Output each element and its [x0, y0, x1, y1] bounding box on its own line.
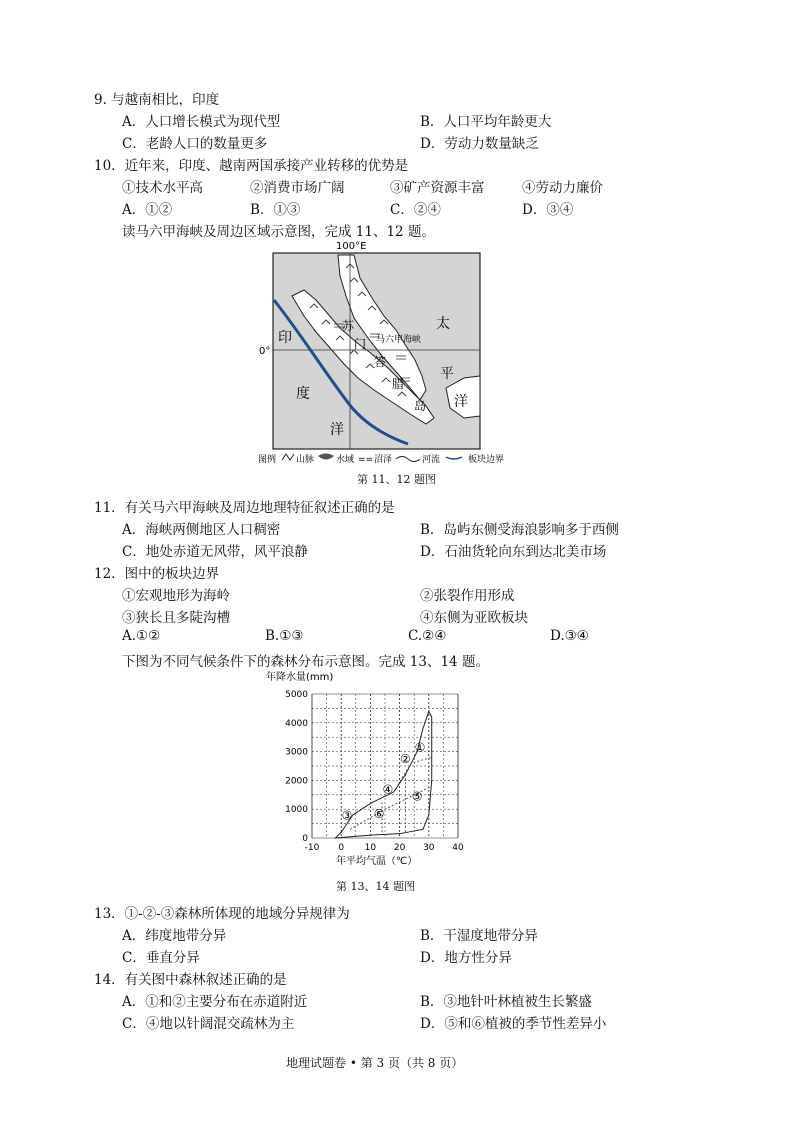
legend-water: 水域: [336, 455, 355, 465]
forest-chart: [262, 668, 482, 876]
map-legend: [258, 453, 504, 465]
region-label: ①: [414, 740, 426, 755]
legend-swamp: 沼泽: [374, 455, 393, 465]
label-yin: 印: [278, 330, 292, 346]
q14-option-b: B．③地针叶林植被生长繁盛: [420, 994, 592, 1010]
y-tick-label: 0: [302, 834, 308, 844]
q12-option-c: C.②④: [408, 628, 447, 644]
q14-option-c: C．④地以针阔混交疏林为主: [122, 1016, 295, 1032]
q13-option-d: D．地方性分异: [420, 950, 512, 966]
x-tick-label: -10: [304, 843, 320, 853]
q9-stem: 9. 与越南相比，印度: [94, 92, 220, 108]
legend-swamp-symbol: ==: [358, 455, 374, 465]
x-tick-label: 10: [364, 843, 377, 853]
q10-item-1: ①技术水平高: [122, 180, 203, 196]
legend-plate: 板块边界: [468, 455, 505, 465]
label-men: 门: [354, 337, 367, 351]
intro-chart: 下图为不同气候条件下的森林分布示意图。完成 13、14 题。: [122, 654, 489, 670]
q12-option-a: A.①②: [122, 628, 161, 644]
label-da: 答: [374, 355, 387, 369]
region-label: ②: [400, 752, 411, 767]
map-caption: 第 11、12 题图: [357, 473, 436, 486]
q12-item-1: ①宏观地形为海岭: [122, 588, 230, 604]
plate-legend-icon: [446, 457, 462, 459]
legend-mountain: 山脉: [296, 455, 315, 465]
region-label: ⑤: [411, 789, 423, 804]
q9-option-c: C．老龄人口的数量更多: [122, 136, 268, 152]
q13-option-b: B．干湿度地带分异: [420, 928, 538, 944]
q9-option-a: A．人口增长模式为现代型: [122, 114, 281, 130]
y-tick-label: 4000: [285, 718, 308, 729]
chart-y-label: 年降水量(mm): [266, 672, 334, 683]
q11-option-b: B．岛屿东侧受海浪影响多于西侧: [420, 522, 619, 538]
q14-option-d: D．⑤和⑥植被的季节性差异小: [420, 1016, 607, 1032]
region-label: ④: [382, 782, 394, 797]
q9-option-b: B．人口平均年龄更大: [420, 114, 552, 130]
q12-option-b: B.①③: [265, 628, 304, 644]
label-ping: 平: [440, 366, 454, 382]
q12-item-2: ②张裂作用形成: [420, 588, 515, 604]
lat-label: 0°: [259, 346, 271, 357]
q12-stem: 12．图中的板块边界: [94, 566, 220, 582]
q14-stem: 14．有关图中森林叙述正确的是: [94, 972, 287, 988]
chart-x-label: 年平均气温（℃）: [336, 856, 418, 867]
y-tick-label: 5000: [285, 690, 308, 700]
strait-map: [250, 238, 520, 470]
label-tai: 太: [436, 316, 450, 332]
q13-option-c: C．垂直分异: [122, 950, 200, 966]
q9-option-d: D．劳动力数量缺乏: [420, 136, 539, 152]
q11-option-c: C．地处赤道无风带，风平浪静: [122, 544, 308, 560]
q11-stem: 11．有关马六甲海峡及周边地理特征叙述正确的是: [94, 500, 395, 516]
page-footer: 地理试题卷 • 第 3 页（共 8 页）: [286, 1056, 464, 1070]
q10-option-b: B．①③: [250, 202, 301, 218]
q12-option-d: D.③④: [550, 628, 589, 644]
water-legend-icon: [318, 454, 334, 460]
q10-option-d: D．③④: [522, 202, 574, 218]
q11-option-a: A．海峡两侧地区人口稠密: [122, 522, 281, 538]
label-su: 苏: [342, 319, 355, 333]
q12-item-4: ④东侧为亚欧板块: [420, 610, 528, 626]
lon-label: 100°E: [336, 241, 367, 252]
chart-grid: [312, 694, 458, 838]
y-tick-label: 2000: [285, 776, 308, 787]
river-legend-icon: [396, 457, 420, 462]
intro-map: 读马六甲海峡及周边区域示意图，完成 11、12 题。: [122, 224, 435, 240]
x-tick-label: 30: [423, 843, 435, 853]
q10-option-a: A．①②: [122, 202, 173, 218]
label-dao: 岛: [414, 399, 427, 413]
x-tick-label: 20: [393, 843, 406, 853]
q10-item-3: ③矿产资源丰富: [390, 180, 485, 196]
region-label: ⑥: [373, 806, 385, 821]
q11-option-d: D．石油货轮向东到达北美市场: [420, 544, 607, 560]
q13-stem: 13．①-②-③森林所体现的地域分异规律为: [94, 906, 350, 922]
legend-prefix: 图例: [258, 455, 277, 465]
q14-option-a: A．①和②主要分布在赤道附近: [122, 994, 308, 1010]
q10-item-2: ②消费市场广阔: [250, 180, 345, 196]
region-label: ③: [341, 808, 353, 823]
x-tick-label: 40: [452, 843, 464, 853]
label-du: 度: [296, 386, 310, 402]
q10-option-c: C．②④: [390, 202, 441, 218]
q10-item-4: ④劳动力廉价: [522, 180, 603, 196]
label-yang-east: 洋: [454, 394, 468, 410]
label-strait: 马六甲海峡: [376, 335, 422, 345]
label-la: 腊: [392, 377, 405, 391]
mountain-legend-icon: [282, 454, 294, 460]
x-tick-label: 0: [338, 843, 345, 853]
label-yang-west: 洋: [330, 422, 344, 438]
q12-item-3: ③狭长且多陡沟槽: [122, 610, 230, 626]
q10-stem: 10．近年来，印度、越南两国承接产业转移的优势是: [94, 158, 409, 174]
legend-river: 河流: [422, 455, 441, 465]
q13-option-a: A．纬度地带分异: [122, 928, 227, 944]
y-tick-label: 3000: [285, 747, 308, 758]
chart-caption: 第 13、14 题图: [336, 880, 415, 893]
map-frame: [273, 253, 480, 449]
y-tick-label: 1000: [285, 805, 308, 816]
